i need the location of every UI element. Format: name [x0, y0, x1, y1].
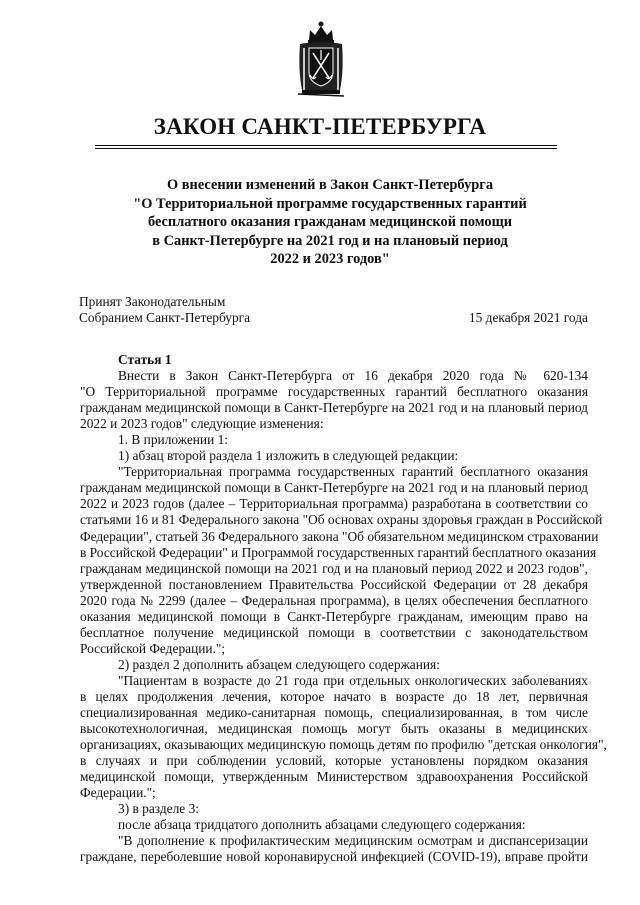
body-line: после абзаца тридцатого дополнить абзацами следующего содержания: — [118, 817, 526, 833]
body-line: Федерации."; — [80, 785, 156, 801]
body-line: Федерации", статьей 36 Федерального закона "Об обязательном медицинском страховании — [80, 528, 599, 544]
body-line: 1) абзац второй раздела 1 изложить в следующей редакции: — [118, 448, 459, 464]
body-line: гражданам медицинской помощи в Санкт-Петербурге на 2021 год и на плановый период — [80, 480, 588, 496]
body-line: "Пациентам в возрасте до 21 года при отдельных онкологических заболеваниях — [118, 672, 588, 688]
body-line: Внести в Закон Санкт-Петербурга от 16 декабря 2020 года № 620-134 — [118, 368, 588, 384]
subject-line: бесплатного оказания гражданам медицинской помощи — [147, 214, 513, 230]
body-line: в целях продолжения лечения, которое начато в возрасте до 18 лет, первичная — [80, 688, 588, 704]
body-line: гражданам медицинской помощи в Санкт-Петербурге на 2021 год и на плановый период — [80, 400, 588, 416]
body-line: статьями 16 и 81 Федерального закона "Об основах охраны здоровья граждан в Российской — [80, 512, 603, 528]
body-line: 2022 и 2023 годов" следующие изменения: — [80, 416, 324, 432]
adoption-date: 15 декабря 2021 года — [468, 310, 588, 325]
body-line: граждане, переболевшие новой коронавирусной инфекцией (COVID-19), вправе пройти — [80, 849, 588, 865]
body-line: Российской Федерации."; — [80, 640, 226, 656]
body-line: в случаях и при соблюдении условий, которые установлены порядком оказания — [80, 753, 588, 769]
law-subject — [80, 176, 580, 269]
subject-line: в Санкт-Петербурге на 2021 год и на плановый период — [152, 232, 508, 249]
body-line: в Российской Федерации" и Программой государственных гарантий бесплатного оказания — [80, 544, 597, 560]
body-line: "Территориальная программа государственных гарантий бесплатного оказания — [118, 464, 588, 480]
adopted-by — [79, 294, 250, 326]
body-line: 1. В приложении 1: — [118, 432, 229, 448]
body-line: специализированная медико-санитарная помощь, специализированная, в том числе — [80, 705, 588, 721]
body-line: 2) раздел 2 дополнить абзацем следующего содержания: — [118, 656, 440, 672]
body-line: организациях, оказывающих медицинскую помощь детям по профилю "детская онкология", — [80, 737, 607, 753]
subject-line: О внесении изменений в Закон Санкт-Петербурга — [166, 177, 494, 193]
body-line: высокотехнологичная, медицинская помощь могут быть оказаны в медицинских — [80, 721, 588, 737]
body-line: 2020 года № 2299 (далее – Федеральная программа), в целях обеспечения бесплатного — [80, 592, 588, 608]
body-line: утвержденной постановлением Правительства Российской Федерации от 28 декабря — [80, 576, 588, 592]
body-line: гражданам медицинской помощи на 2021 год и на плановый период 2022 и 2023 годов", — [80, 560, 588, 576]
title-underline-secondary — [95, 148, 557, 149]
law-body — [80, 352, 607, 866]
title-underline — [95, 145, 557, 146]
subject-line: 2022 и 2023 годов" — [270, 251, 390, 267]
body-line: медицинской помощи, утвержденным Министерством здравоохранения Российской — [80, 769, 588, 785]
body-line: оказания медицинской помощи в Санкт-Петербурге гражданам, имеющим право на — [80, 608, 588, 624]
body-line: "В дополнение к профилактическим медицинским осмотрам и диспансеризации — [118, 833, 588, 849]
law-title: ЗАКОН САНКТ-ПЕТЕРБУРГА — [153, 114, 487, 139]
article-heading: Статья 1 — [118, 352, 172, 367]
body-line: 2022 и 2023 годов (далее – Территориальная программа) разработана в соответствии со — [80, 496, 588, 512]
subject-line: "О Территориальной программе государственных гарантий — [133, 195, 527, 212]
coat-of-arms-emblem — [296, 20, 346, 98]
adopted-line: Собранием Санкт-Петербурга — [79, 310, 251, 325]
body-line: бесплатное получение медицинской помощи в соответствии с законодательством — [80, 624, 588, 640]
body-line: "О Территориальной программе государственных гарантий бесплатного оказания — [80, 384, 588, 400]
adopted-line: Принят Законодательным — [79, 294, 226, 309]
body-line: 3) в разделе 3: — [118, 801, 200, 817]
